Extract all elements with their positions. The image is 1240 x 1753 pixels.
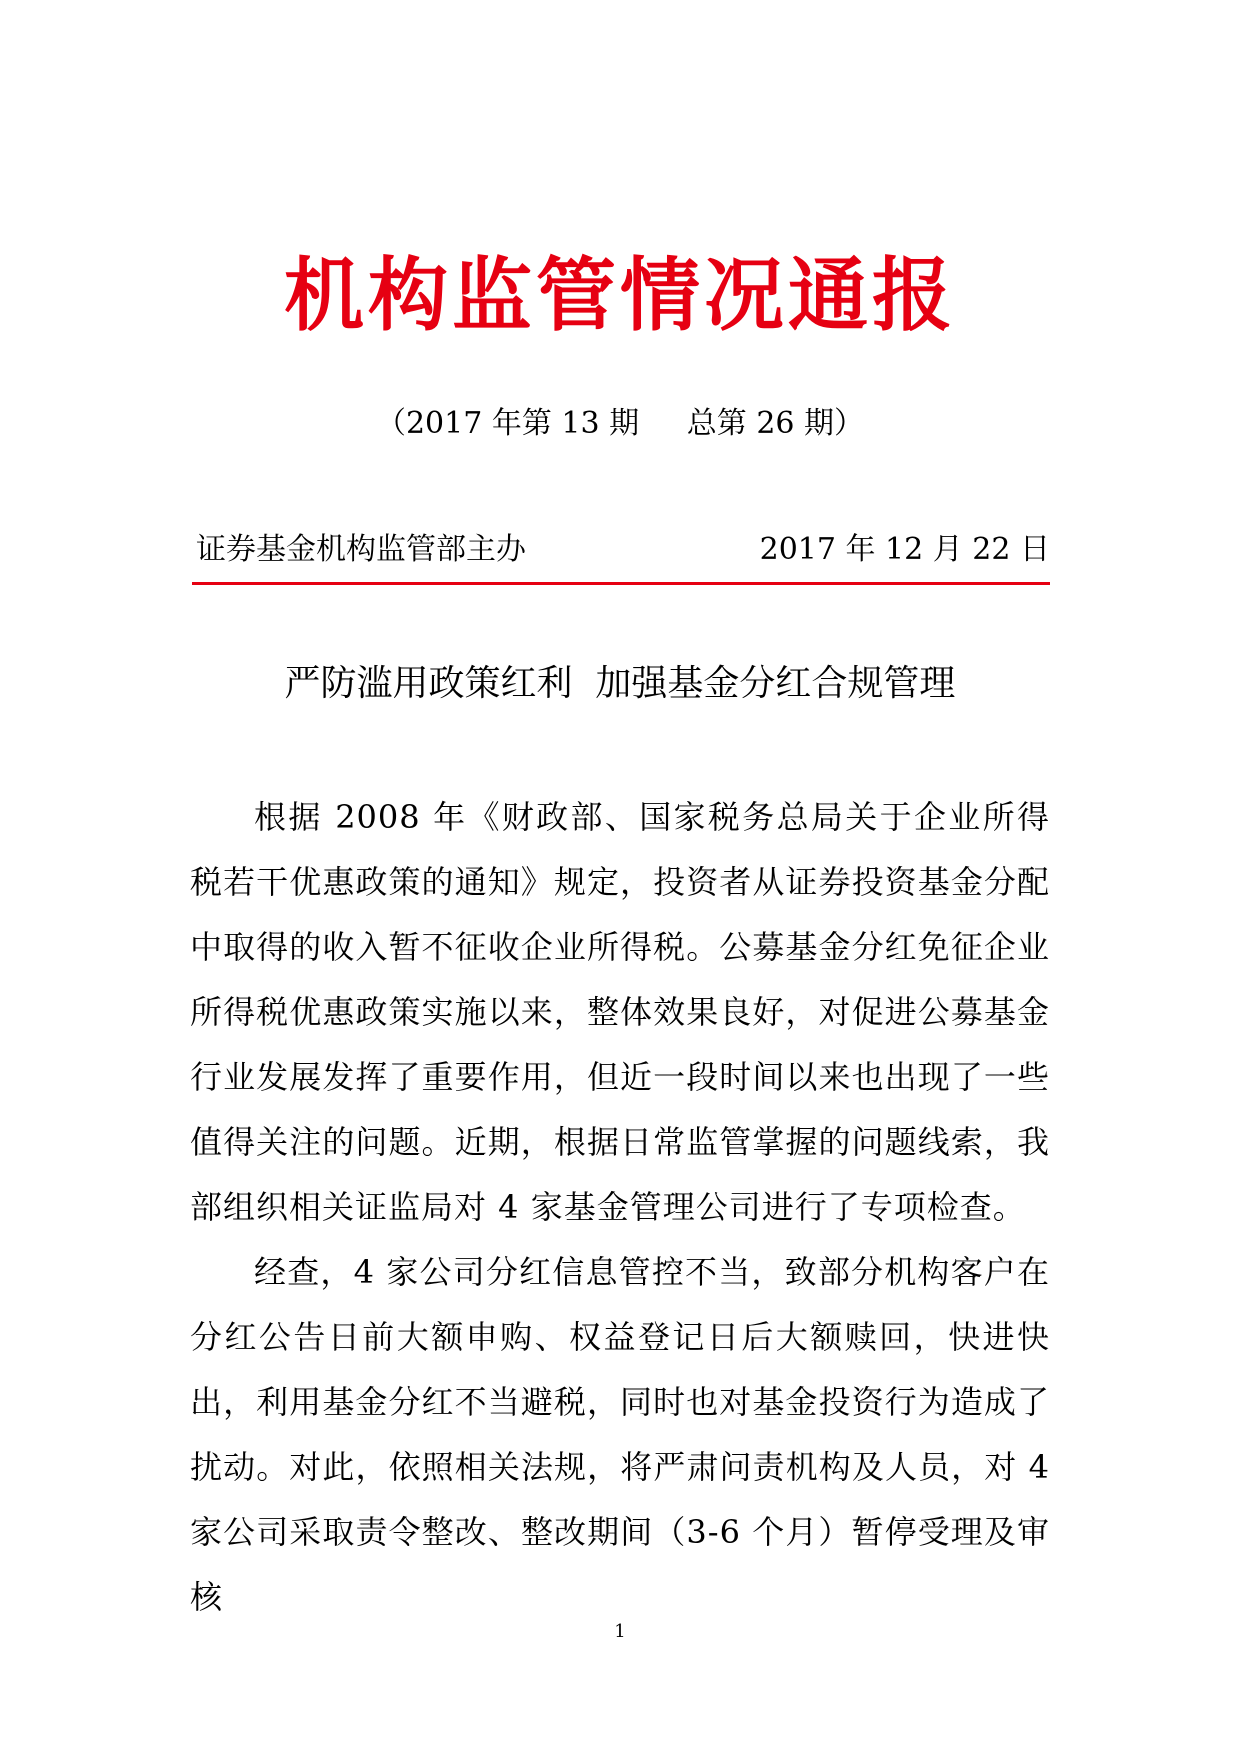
page-number: 1 [614, 1621, 626, 1642]
paragraph-1: 根据 2008 年《财政部、国家税务总局关于企业所得税若干优惠政策的通知》规定，投资者从证券投资基金分配中取得的收入暂不征收企业所得税。公募基金分红免征企业所得税优惠政策实施以来，整体效果良好，对促进公募基金行业发展发挥了重要作用，但近一段时间以来也出现了一些值得关注的问题。近期，根据日常监管掌握的问题线索，我部组织相关证监局对 4 家基金管理公司进行了专项检查。 [190, 798, 1050, 1226]
article-body [190, 785, 1050, 1630]
red-divider-rule [192, 582, 1050, 585]
masthead-title: 机构监管情况通报 [284, 249, 956, 342]
issue-close-paren: ） [834, 406, 865, 441]
issue-year-number: 2017 年第 13 期 [405, 406, 640, 441]
organizer: 证券基金机构监管部主办 [196, 532, 526, 567]
issue-date: 2017 年 12 月 22 日 [759, 532, 1050, 567]
issue-gap [639, 406, 687, 441]
issue-total-number: 总第 26 期 [686, 406, 835, 441]
article-title: 严防滥用政策红利 加强基金分红合规管理 [284, 663, 956, 704]
issue-number [0, 404, 1240, 444]
paragraph-2: 经查，4 家公司分红信息管控不当，致部分机构客户在分红公告日前大额申购、权益登记日后大额赎回，快进快出，利用基金分红不当避税，同时也对基金投资行为造成了扰动。对此，依照相关法规，将严肃问责机构及人员，对 4 家公司采取责令整改、整改期间（3-6 个月）暂停受理及审核 [190, 1253, 1050, 1616]
issue-open-paren: （ [375, 406, 406, 441]
